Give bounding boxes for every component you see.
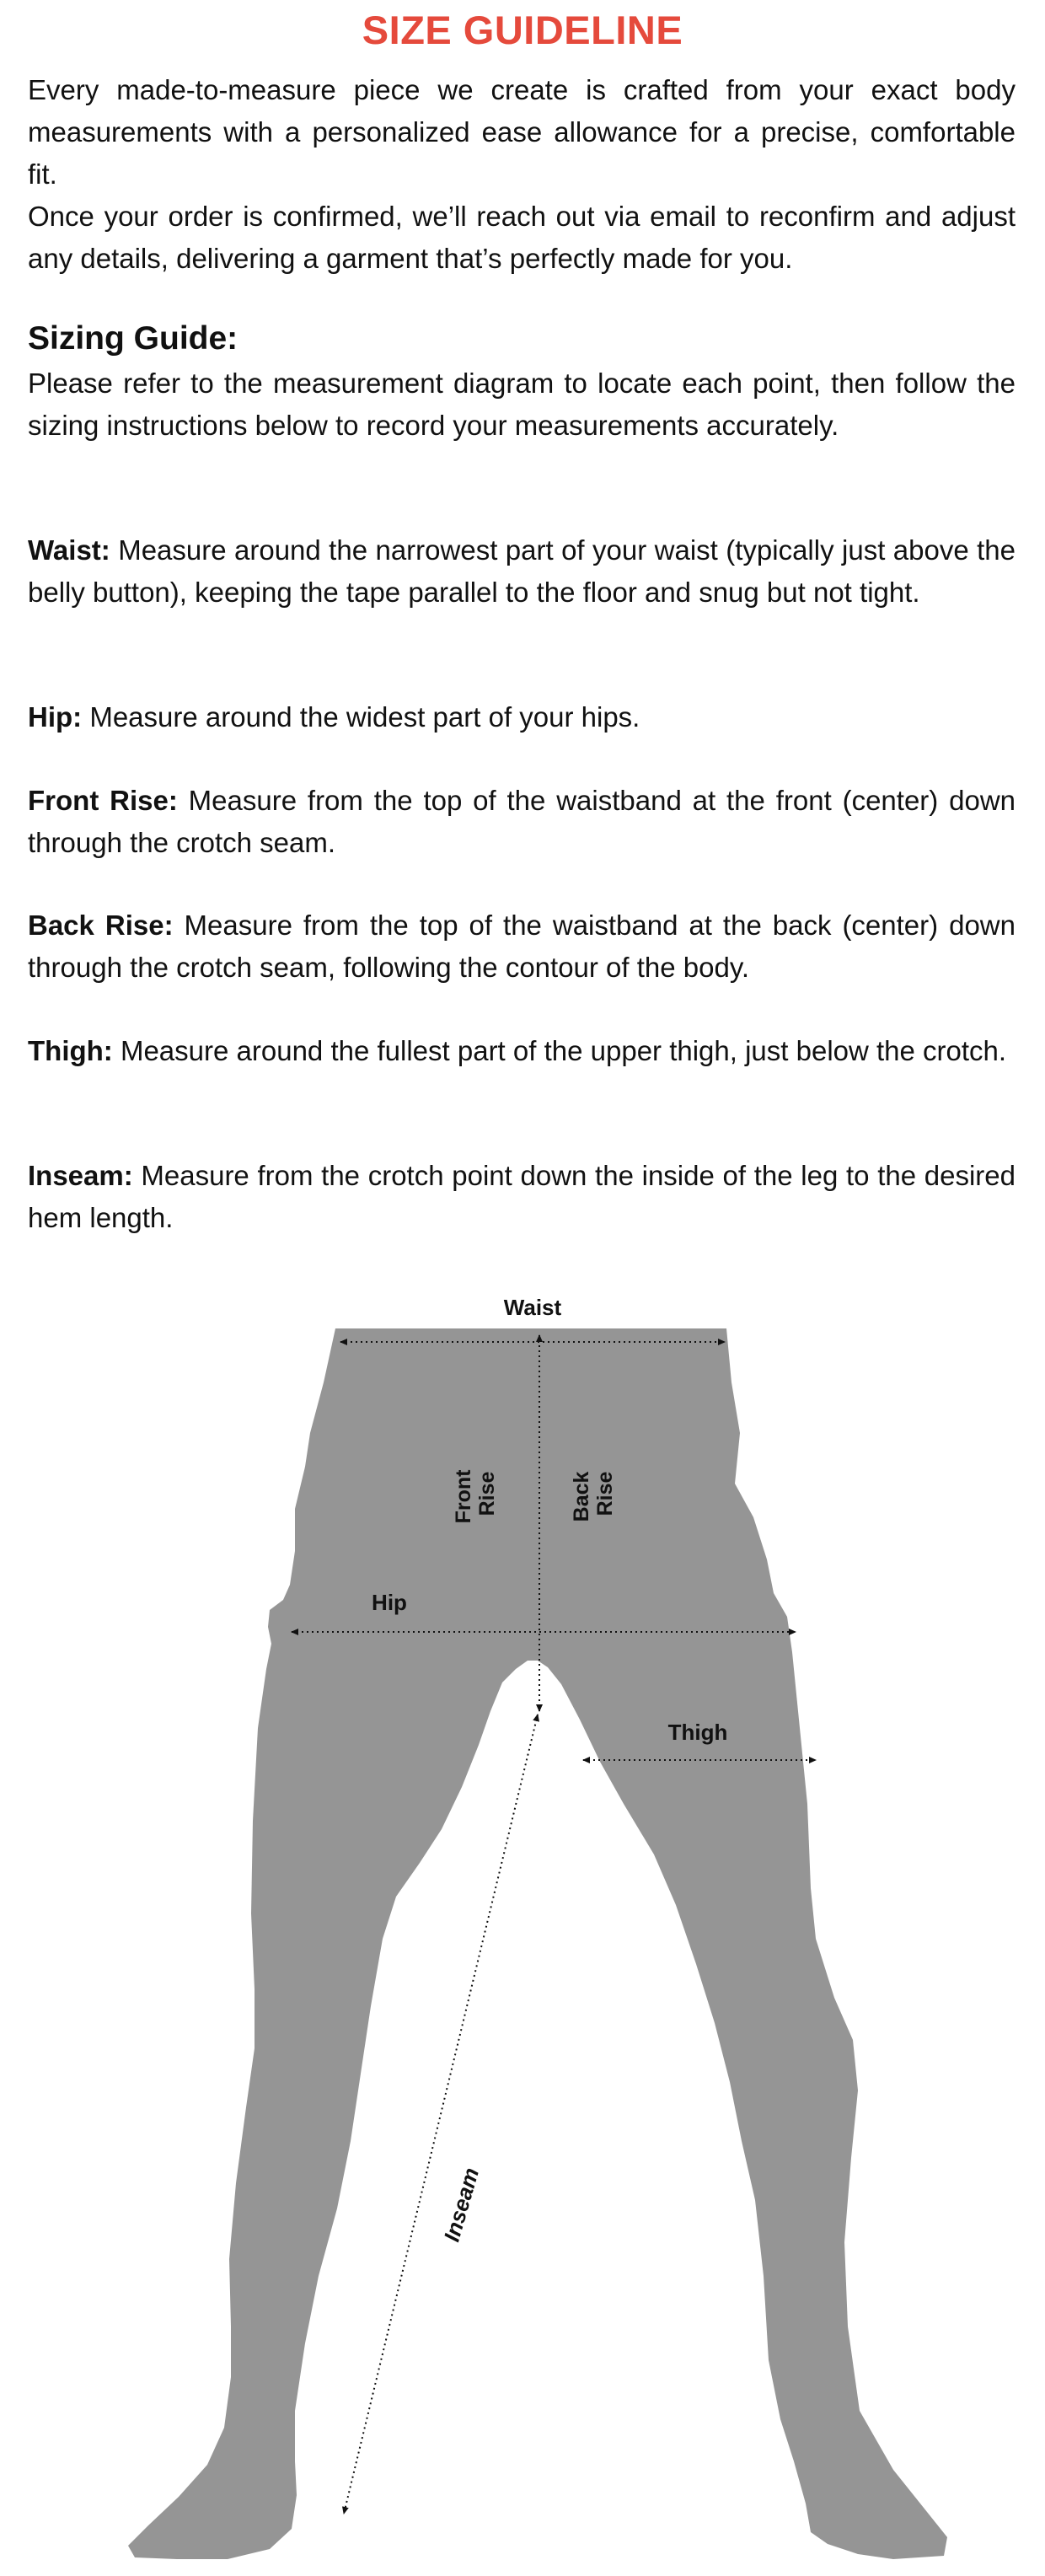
- thigh-text: Measure around the fullest part of the upper thigh, just below the crotch.: [112, 1035, 1007, 1066]
- diagram-label-front-rise: [452, 1464, 499, 1524]
- intro-paragraph-2: Once your order is confirmed, we’ll reach out via email to reconfirm and adjust any details, delivering a garment that’s perfectly made for you.: [28, 201, 1016, 274]
- back-rise-word-2: Rise: [593, 1471, 617, 1516]
- front-rise-label: Front Rise:: [28, 785, 178, 816]
- sizing-guide-heading: Sizing Guide:: [28, 320, 238, 357]
- hip-label: Hip:: [28, 701, 83, 733]
- back-rise-text: Measure from the top of the waistband at the back (center) down through the crotch seam, following the contour of the body.: [28, 910, 1016, 983]
- inseam-instruction: [28, 1155, 1016, 1239]
- waist-instruction: [28, 529, 1016, 614]
- front-rise-instruction: [28, 780, 1016, 864]
- hip-text: Measure around the widest part of your hips.: [82, 701, 640, 733]
- front-rise-word-2: Rise: [475, 1471, 499, 1516]
- back-rise-instruction: [28, 904, 1016, 989]
- measurement-diagram: [0, 1264, 1045, 2576]
- thigh-instruction: [28, 1030, 1016, 1072]
- waist-text: Measure around the narrowest part of your waist (typically just above the belly button), keeping the tape parallel to the floor and snug but not tight.: [28, 534, 1016, 608]
- inseam-text: Measure from the crotch point down the inside of the leg to the desired hem length.: [28, 1160, 1016, 1233]
- front-rise-text: Measure from the top of the waistband at the front (center) down through the crotch seam.: [28, 785, 1016, 858]
- intro-paragraph-1: Every made-to-measure piece we create is crafted from your exact body measurements with a personalized ease allowance for a precise, comfortable fit.: [28, 74, 1016, 190]
- diagram-label-back-rise: [570, 1466, 617, 1522]
- front-rise-word-1: Front: [452, 1469, 475, 1524]
- diagram-label-thigh: Thigh: [667, 1720, 728, 1745]
- diagram-label-hip: Hip: [372, 1590, 407, 1615]
- page-title: SIZE GUIDELINE: [362, 8, 683, 52]
- legs-silhouette: [128, 1328, 947, 2559]
- back-rise-label: Back Rise:: [28, 910, 174, 941]
- hip-instruction: [28, 696, 1016, 738]
- sizing-guide-text: Please refer to the measurement diagram to locate each point, then follow the sizing instructions below to record your measurements accurately.: [28, 368, 1016, 441]
- diagram-label-waist: Waist: [503, 1295, 562, 1320]
- diagram-label-inseam: Inseam: [438, 2165, 485, 2245]
- waist-label: Waist:: [28, 534, 110, 566]
- back-rise-word-1: Back: [570, 1471, 593, 1522]
- inseam-label: Inseam:: [28, 1160, 133, 1191]
- intro-text: [28, 69, 1016, 280]
- thigh-label: Thigh:: [28, 1035, 113, 1066]
